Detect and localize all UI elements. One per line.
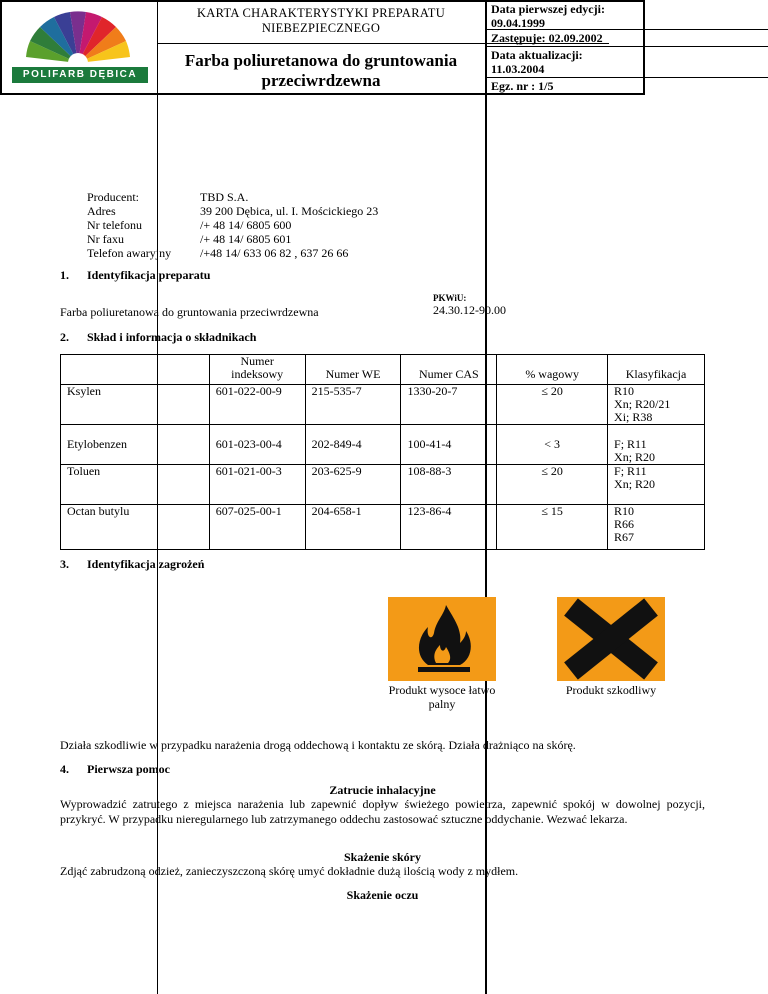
fax-label: Nr faxu	[87, 232, 124, 246]
classification-line: Xn; R20	[614, 477, 656, 491]
table-header: Klasyfikacja	[608, 355, 705, 385]
table-row	[61, 505, 705, 550]
producer-value: TBD S.A.	[200, 190, 249, 204]
component-name: Etylobenzen	[61, 425, 210, 465]
pictogram-2-caption: Produkt szkodliwy	[565, 683, 657, 697]
classification-line: Xn; R20/21	[614, 397, 671, 411]
section-1-title: Identyfikacja preparatu	[87, 268, 211, 282]
classification	[608, 465, 705, 505]
flammable-pictogram	[388, 597, 496, 681]
replaces-cell: Zastępuje: 02.09.2002	[491, 31, 603, 45]
hazard-statement: Działa szkodliwie w przypadku narażenia drogą oddechową i kontaktu ze skórą. Działa drażniąco na skórę.	[60, 738, 576, 752]
composition-table	[60, 354, 705, 550]
table-header-row	[61, 355, 705, 385]
first-edition-label: Data pierwszej edycji:	[491, 2, 605, 16]
document-header	[0, 0, 645, 95]
update-cell	[488, 48, 766, 76]
table-header: % wagowy	[497, 355, 608, 385]
component-name: Octan butylu	[61, 505, 210, 550]
update-date: 11.03.2004	[491, 62, 545, 76]
section-3-number: 3.	[60, 557, 69, 571]
cas-number: 123-86-4	[401, 505, 497, 550]
eye-title: Skażenie oczu	[346, 888, 419, 902]
skin-title: Skażenie skóry	[343, 850, 421, 864]
section-2-number: 2.	[60, 330, 69, 344]
index-number: 601-021-00-3	[209, 465, 305, 505]
product-title: Farba poliuretanowa do gruntowania przeciwrdzewna	[184, 51, 458, 90]
classification-line: R10	[614, 504, 635, 518]
first-edition-cell	[488, 2, 766, 30]
inhalation-text: Wyprowadzić zatrutego z miejsca narażenia lub zapewnić dopływ świeżego powietrza, zapewnić spokój w dowolnej pozycji, przykryć. W przypadku nieregularnego lub zatrzymanego oddechu zastosować sztuczne oddychanie. Wezwać lekarza.	[60, 797, 705, 826]
table-header: Numer indeksowy	[209, 355, 305, 385]
table-header	[61, 355, 210, 385]
fax-value: /+ 48 14/ 6805 601	[200, 232, 292, 246]
pkwiu-value: 24.30.12-90.00	[433, 303, 506, 317]
classification	[608, 505, 705, 550]
harmful-pictogram	[557, 597, 665, 681]
harmful-x-icon	[557, 597, 665, 681]
index-number: 607-025-00-1	[209, 505, 305, 550]
phone-label: Nr telefonu	[87, 218, 142, 232]
skin-text: Zdjąć zabrudzoną odzież, zanieczyszczoną skórę umyć dokładnie dużą ilością wody z mydłem.	[60, 864, 519, 878]
logo-text: POLIFARB DĘBICA	[22, 69, 138, 80]
update-label: Data aktualizacji:	[491, 48, 583, 62]
flame-icon	[388, 597, 496, 681]
table-header: Numer WE	[305, 355, 401, 385]
cas-number: 1330-20-7	[401, 385, 497, 425]
component-name: Ksylen	[61, 385, 210, 425]
classification-line: R67	[614, 530, 635, 544]
first-edition-date: 09.04.1999	[491, 16, 545, 30]
address-label: Adres	[87, 204, 116, 218]
classification-line: R10	[614, 384, 635, 398]
classification	[608, 425, 705, 465]
index-number: 601-023-00-4	[209, 425, 305, 465]
address-value: 39 200 Dębica, ul. I. Mościckiego 23	[200, 204, 379, 218]
classification-line: F; R11	[614, 464, 647, 478]
component-name: Toluen	[61, 465, 210, 505]
table-row	[61, 425, 705, 465]
section-1-number: 1.	[60, 268, 69, 282]
weight-percent: ≤ 20	[497, 465, 608, 505]
section-3-title: Identyfikacja zagrożeń	[87, 557, 205, 571]
section-1-product: Farba poliuretanowa do gruntowania przeciwrdzewna	[60, 305, 319, 319]
index-number: 601-022-00-9	[209, 385, 305, 425]
we-number: 203-625-9	[305, 465, 401, 505]
cas-number: 108-88-3	[401, 465, 497, 505]
classification-line: Xn; R20	[614, 450, 656, 464]
we-number: 204-658-1	[305, 505, 401, 550]
cas-number: 100-41-4	[401, 425, 497, 465]
section-4-title: Pierwsza pomoc	[87, 762, 170, 776]
classification-line: Xi; R38	[614, 410, 653, 424]
inhalation-title: Zatrucie inhalacyjne	[329, 783, 436, 797]
weight-percent: ≤ 15	[497, 505, 608, 550]
classification-line: R66	[614, 517, 635, 531]
table-header: Numer CAS	[401, 355, 497, 385]
table-row	[61, 385, 705, 425]
weight-percent: ≤ 20	[497, 385, 608, 425]
classification	[608, 385, 705, 425]
pictogram-1-caption: Produkt wysoce łatwo palny	[388, 683, 496, 711]
emergency-phone-value: /+48 14/ 633 06 82 , 637 26 66	[200, 246, 349, 260]
producer-label: Producent:	[87, 190, 139, 204]
we-number: 215-535-7	[305, 385, 401, 425]
we-number: 202-849-4	[305, 425, 401, 465]
weight-percent: < 3	[497, 425, 608, 465]
section-2-title: Skład i informacja o składnikach	[87, 330, 257, 344]
classification-line: F; R11	[614, 437, 647, 451]
copy-number-cell: Egz. nr : 1/5	[491, 79, 554, 93]
section-4-number: 4.	[60, 762, 69, 776]
table-row	[61, 465, 705, 505]
logo	[10, 3, 150, 89]
emergency-phone-label: Telefon awaryjny	[87, 246, 172, 260]
pkwiu-label: PKWiU:	[433, 293, 467, 303]
phone-value: /+ 48 14/ 6805 600	[200, 218, 292, 232]
document-type-title: KARTA CHARAKTERYSTYKI PREPARATU NIEBEZPIECZNEGO	[196, 6, 446, 35]
